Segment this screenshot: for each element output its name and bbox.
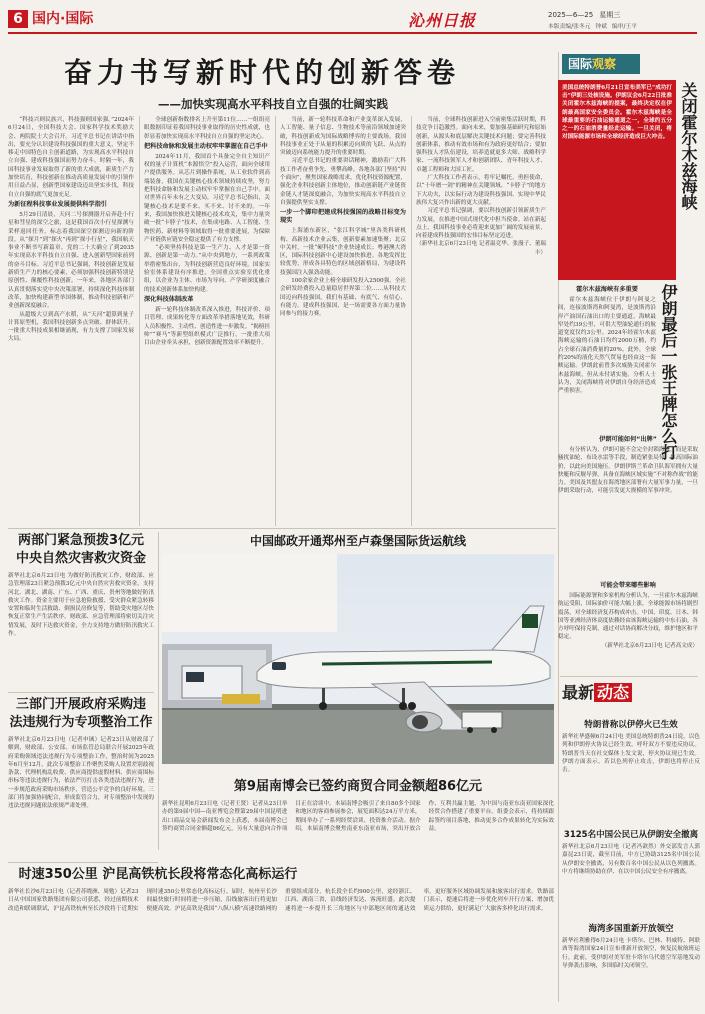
intl-headline: 关闭霍尔木兹海峡 (679, 82, 698, 210)
masthead-rule (8, 32, 697, 34)
intl-body-3: 可能会带来哪些影响 国际能源署和多家机构分析认为，一旦霍尔木兹海峡航运受阻，国际油价可能大幅上涨，全球能源市场将剧烈震荡，对全球经济复苏构成冲击。中国、印度、日本、韩国等亚洲经济体高度依赖经由该海峡运输的中东石油。各方呼吁保持克制，通过对话协商解决分歧，维护地区和平稳定。 （新华社北京6月23日电 记者高文成） (558, 582, 698, 649)
intl-body-1: 霍尔木兹海峡有多重要 霍尔木兹海峡位于伊朗与阿曼之间，连接波斯湾和阿曼湾，是波斯湾沿岸产油国石油出口的主要通道。海峡最窄处约39公里，可供大型油轮通行的航道宽度仅约3公里。2024年经霍尔木兹海峡运输的石油日均约2000万桶，约占全球石油消费量的20%。此外，全球约20%的液化天然气贸易也经由这一海峡运输。伊朗此前曾多次威胁关闭霍尔木兹海峡，但从未付诸实施。分析人士认为，关闭海峡将对伊朗自身经济造成严重损害。 (558, 286, 656, 395)
intl-observation (558, 52, 700, 672)
story-relief-funds: 两部门紧急预拨3亿元 中央自然灾害救灾资金 新华社北京6月23日电 为做好防汛救灾工作，财政部、应急管理部23日紧急预拨3亿元中央自然灾害救灾资金，支持河北、湖北、湖南、广东、广西、重庆、贵州等地做好防汛救灾工作。资金主要用于应急抢险救援、受灾群众紧急转移安置和临时生活救助、倒损民房修复等，帮助受灾地区尽快恢复正常生产生活秩序。财政部、应急管理部将密切关注灾情发展，及时下达救灾资金，全力支持地方做好防汛救灾工作。 (8, 533, 154, 638)
intl-tag: 国际观察 (562, 54, 640, 74)
newspaper-logo: 沁州日报 (408, 11, 477, 30)
brief-item: 特朗普称以伊停火已生效 新华社华盛顿6月24日电 美国总统特朗普24日说，以色列和伊朗停火协议已经生效，呼吁双方不要违反协议。特朗普当天在社交媒体上发文说，停火协议现已生效。伊朗方面表示，若以色列停止攻击，伊朗也将停止反击。 (562, 720, 700, 774)
briefs-header: 最新 动态 (562, 680, 700, 706)
story-expo: 第9届南博会已签约商贸合同金额超86亿元 新华社昆明6月23日电（记者王贤）记者从23日举办的第9届中国—南亚博览会暨第29届中国昆明进出口商品交易会新闻发布会上获悉，本届南博会已签约商贸合同金额超86亿元，另有大量意向合作项目正在洽谈中。本届南博会吸引了来自80多个国家和地区的客商参展参会，展览面积达24万平方米，期间举办了一系列经贸洽谈、投资推介活动。据介绍，本届南博会聚焦南亚东南亚市场，突出开放合作、互利共赢主题，为中国与南亚东南亚国家深化经贸合作搭建了重要平台。组委会表示，将持续跟踪签约项目落地，推动更多合作成果转化为实际效益。 (162, 779, 554, 832)
lead-column-1: “科技兴则民族兴，科技强则国家强。”2024年6月24日，全国科技大会、国家科学技术奖励大会、两院院士大会召开。习近平总书记在讲话中指出，要充分认识建设科技强国的重大意义，坚定不移走中国特色自主创新道路，为实现高水平科技自立自强、建成科技强国而努力奋斗。时隔一年，我国科技事业发展取得了新的重大成就，新质生产力加快培育，科技创新在推动高质量发展中的引领作用日益凸显，创新型国家建设迈出坚实步伐，科技自立自强的底气更加充足。 为新征程科技事业发展提供科学指引 5月29日清晨，天问二号探测器开启奔赴小行星和彗星的深空之旅，这是我国首次小行星探测与采样返回任务，标志着我国深空探测迈向新的阶段。从“探月”到“探火”再到“探小行星”，我国航天事业不断书写新篇章。党的二十大确立了到2035年实现高水平科技自立自强、进入创新型国家前列的奋斗目标。习近平总书记强调，科技创新是发展新质生产力的核心要素，必须加强科技创新特别是原创性、颠覆性科技创新。一年来，各地区各部门认真贯彻落实党中央决策部署，持续深化科技体制改革，加快构建新型举国体制，推动科技创新和产业创新深度融合。 从超级大豆到高产水稻，从“天河”超算到量子计算原型机，我国科技创新多点突破、群体跃升。一批重大科技成果相继涌现，有力支撑了国家发展大局。 (8, 117, 134, 343)
lead-subhead-1: 为新征程科技事业发展提供科学指引 (8, 200, 107, 208)
briefs (562, 680, 700, 1005)
intl-headline-2: 伊朗最后一张王牌怎么打 (659, 284, 678, 460)
issue-weekday: 星期三 (599, 11, 621, 19)
lead-story (8, 52, 570, 526)
issue-date: 2025—6—25 (548, 11, 594, 19)
lead-column-3: 当前，新一轮科技革命和产业变革深入发展，人工智能、量子信息、生物技术等前沿领域加速突破，科技创新成为国际战略博弈的主要战场。我国科技事业正处于从量的积累迈向质的飞跃、从点的突破迈向系统能力提升的重要时期。 习近平总书记的重要讲话精神，激励着广大科技工作者奋勇争先、勇攀高峰。各地各部门坚持“四个面向”，聚焦国家战略需求，优化科技资源配置，强化企业科技创新主体地位，推动创新链产业链资金链人才链深度融合，为加快实现高水平科技自立自强提供坚实支撑。 一步一个脚印把建成科技强国的战略目标变为现实 上海浦东新区，“张江科学城”里各类科研机构、高新技术企业云集，创新要素加速集聚；北京中关村，一批“硬科技”企业快速成长；粤港澳大湾区，国际科技创新中心建设加快推进。各地发挥比较优势，形成各具特色的区域创新格局，为建设科技强国注入强劲动能。 100余家企业上榜全球研发投入2500强，全社会研发经费投入总量稳居世界第二位……从科技大国迈向科技强国，我们有基础、有底气、有信心、有能力。建成科技强国，是一场需要各方面力量协同参与的接力赛。 (280, 117, 406, 318)
story-procurement: 三部门开展政府采购违 法违规行为专项整治工作 新华社北京6月23日电（记者申铖）记者23日从财政部了解到，财政部、公安部、市场监管总局联合开展2025年政府采购领域违法违规行为专项整治工作，整治时间为2025年6月至12月。此次专项整治工作聚焦采购人设置差别歧视条款、代理机构乱收费、供应商提供虚假材料、供应商围标串标等违法违规行为，依法严厉打击各类违法违规行为，进一步规范政府采购市场秩序，营造公平竞争的良好环境。三部门将加强协同配合，形成监管合力，对专项整治中发现的违法违规问题依法依规严肃处理。 (8, 697, 154, 810)
intl-summary-box: 美国总统特朗普6月21日宣布美军已“成功打击”伊朗三处核设施。伊朗议会6月22日批准关闭霍尔木兹海峡的提案，最终决定权在伊朗最高国家安全委员会。霍尔木兹海峡是全球最重要的石油运输通道之一，全球约五分之一的石油消费量经此运输。一旦关闭，将对国际能源市场和全球经济造成巨大冲击。 (558, 80, 676, 280)
photo-story-title: 中国邮政开通郑州至卢森堡国际货运航线 (249, 534, 466, 548)
photo-story (162, 532, 554, 772)
page-number-badge (8, 10, 28, 28)
lead-credit: （新华社北京6月23日电 记者温竞华、张漫子、董瑞丰） (416, 241, 546, 256)
issue-date-line (548, 10, 620, 20)
lead-column-2: 全球创新指数排名上升至第11位……一组组亮眼数据印证着我国科技事业取得的历史性成就，也彰显着加快实现高水平科技自立自强的坚定决心。 把科技命脉和发展主动权牢牢掌握在自己手中 2024年11月，我国首个具备完全自主知识产权的量子计算机“本源悟空”投入运营，面向全球用户提供服务。从芯片到操作系统，从工业软件到高端装备，我国在关键核心技术领域持续攻坚，努力把科技命脉和发展主动权牢牢掌握在自己手中。面对世界百年未有之大变局，习近平总书记指出，关键核心技术是要不来、买不来、讨不来的。一年来，我国加快推进关键核心技术攻关，集中力量突破一批“卡脖子”技术，在集成电路、人工智能、生物医药、新材料等领域取得一批重要进展，为保障产业链供应链安全稳定提供了有力支撑。 “必须坚持科技是第一生产力、人才是第一资源、创新是第一动力。”从中央到地方，一系列政策举措密集出台，为科技创新营造良好环境。国家实验室体系建设有序推进，全国重点实验室优化重组，以企业为主体、市场为导向、产学研深度融合的技术创新体系加快构建。 深化科技体制改革 新一轮科技体制改革深入推进，科技评价、项目管理、成果转化等方面改革举措落地见效，科研人员积极性、主动性、创造性进一步激发。“揭榜挂帅”“赛马”等新型组织模式广泛推行，一批重大项目由企业牵头承担，创新资源配置效率不断提升。 (144, 117, 270, 347)
lead-subtitle: ——加快实现高水平科技自立自强的壮阔实践 (158, 97, 388, 111)
lead-headline: 奋力书写新时代的创新答卷 (64, 56, 461, 89)
lead-subhead-4: 一步一个脚印把建成科技强国的战略目标变为现实 (280, 209, 406, 225)
lead-subhead-2: 把科技命脉和发展主动权牢牢掌握在自己手中 (144, 142, 268, 150)
brief-item: 海湾多国重新开放领空 新华社利雅得6月24日电 卡塔尔、巴林、科威特、阿联酋等海湾国家24日宣布重新开放领空，恢复民航航班运行。此前，受伊朗对美军驻卡塔尔乌代德空军基地发动导弹袭击影响，多国临时关闭领空。 (562, 924, 700, 969)
section-name: 国内·国际 (32, 11, 94, 27)
intl-body-2: 伊朗可能如何“出牌” 有分析认为，伊朗可能不会完全封锁海峡，而是采取骚扰油轮、布设水雷等手段，制造紧张局势，推高国际油价，以此向美国施压。伊朗伊斯兰革命卫队海军拥有大量快艇和反舰导弹，具备在海峡区域实施“不对称作战”的能力。美国及其盟友在海湾地区部署有大量军事力量，一旦伊朗采取行动，可能引发更大规模的军事冲突。 (558, 436, 698, 495)
masthead (8, 10, 697, 40)
editor-credits: 本版责编/张冬元 钟斌 编审/王平 (548, 24, 637, 30)
page-number: 6 (13, 11, 23, 27)
cargo-plane-photo (162, 554, 554, 764)
lead-column-4: 当前，全球科技创新进入空前密集活跃时期，科技竞争日趋激烈。面向未来，要加强基础研究和原始创新，从源头和底层解决关键技术问题；要完善科技创新体系，推动有效市场和有为政府更好结合；要加强科技人才队伍建设，培养造就更多大师、战略科学家、一流科技领军人才和创新团队、青年科技人才、卓越工程师和大国工匠。 广大科技工作者表示，将牢记嘱托，勇担使命，以“十年磨一剑”的精神在关键领域、“卡脖子”的地方下大功夫，以实际行动为建设科技强国、实现中华民族伟大复兴作出新的更大贡献。 习近平总书记强调，要以科技创新引领新质生产力发展，在推进中国式现代化中担当使命。站在新起点上，我国科技事业必将迎来更加广阔的发展前景，向着建成科技强国的宏伟目标坚定迈进。 （新华社北京6月23日电 记者温竞华、张漫子、董瑞丰） (416, 117, 546, 256)
brief-item: 3125名中国公民已从伊朗安全撤离 新华社北京6月23日电（记者冯歆然）外交部发言人郭嘉昆23日说，截至目前，中方已协助3125名中国公民从伊朗安全撤离，另有数百名中国公民从以色列撤离。中方将继续协助在伊、在以中国公民安全有序撤离。 (562, 830, 700, 875)
story-railway: 时速350公里 沪昆高铁杭长段将常态化高标运行 新华社长沙6月23日电（记者苏晓洲、周勉）记者23日从中国国家铁路集团有限公司获悉，经过前期技术改造和联调联试，沪昆高铁杭州至长沙段将于近期实现时速350公里常态化高标运行。届时，杭州至长沙间最快旅行时间将进一步压缩，沿线旅客出行将更加便捷高效。沪昆高铁是我国“八纵八横”高速铁路网的重要组成部分，杭长段全长约900公里，途经浙江、江西、湖南三省，沿线经济发达、客流旺盛。此次提速将进一步提升长三角地区与中部地区间的通达效率，更好服务区域协调发展和旅客出行需求。铁路部门表示，提速后将进一步优化列车开行方案，增加优质运力供给，更好满足广大旅客多样化出行需求。 (8, 867, 554, 912)
lead-subhead-3: 深化科技体制改革 (144, 295, 194, 303)
